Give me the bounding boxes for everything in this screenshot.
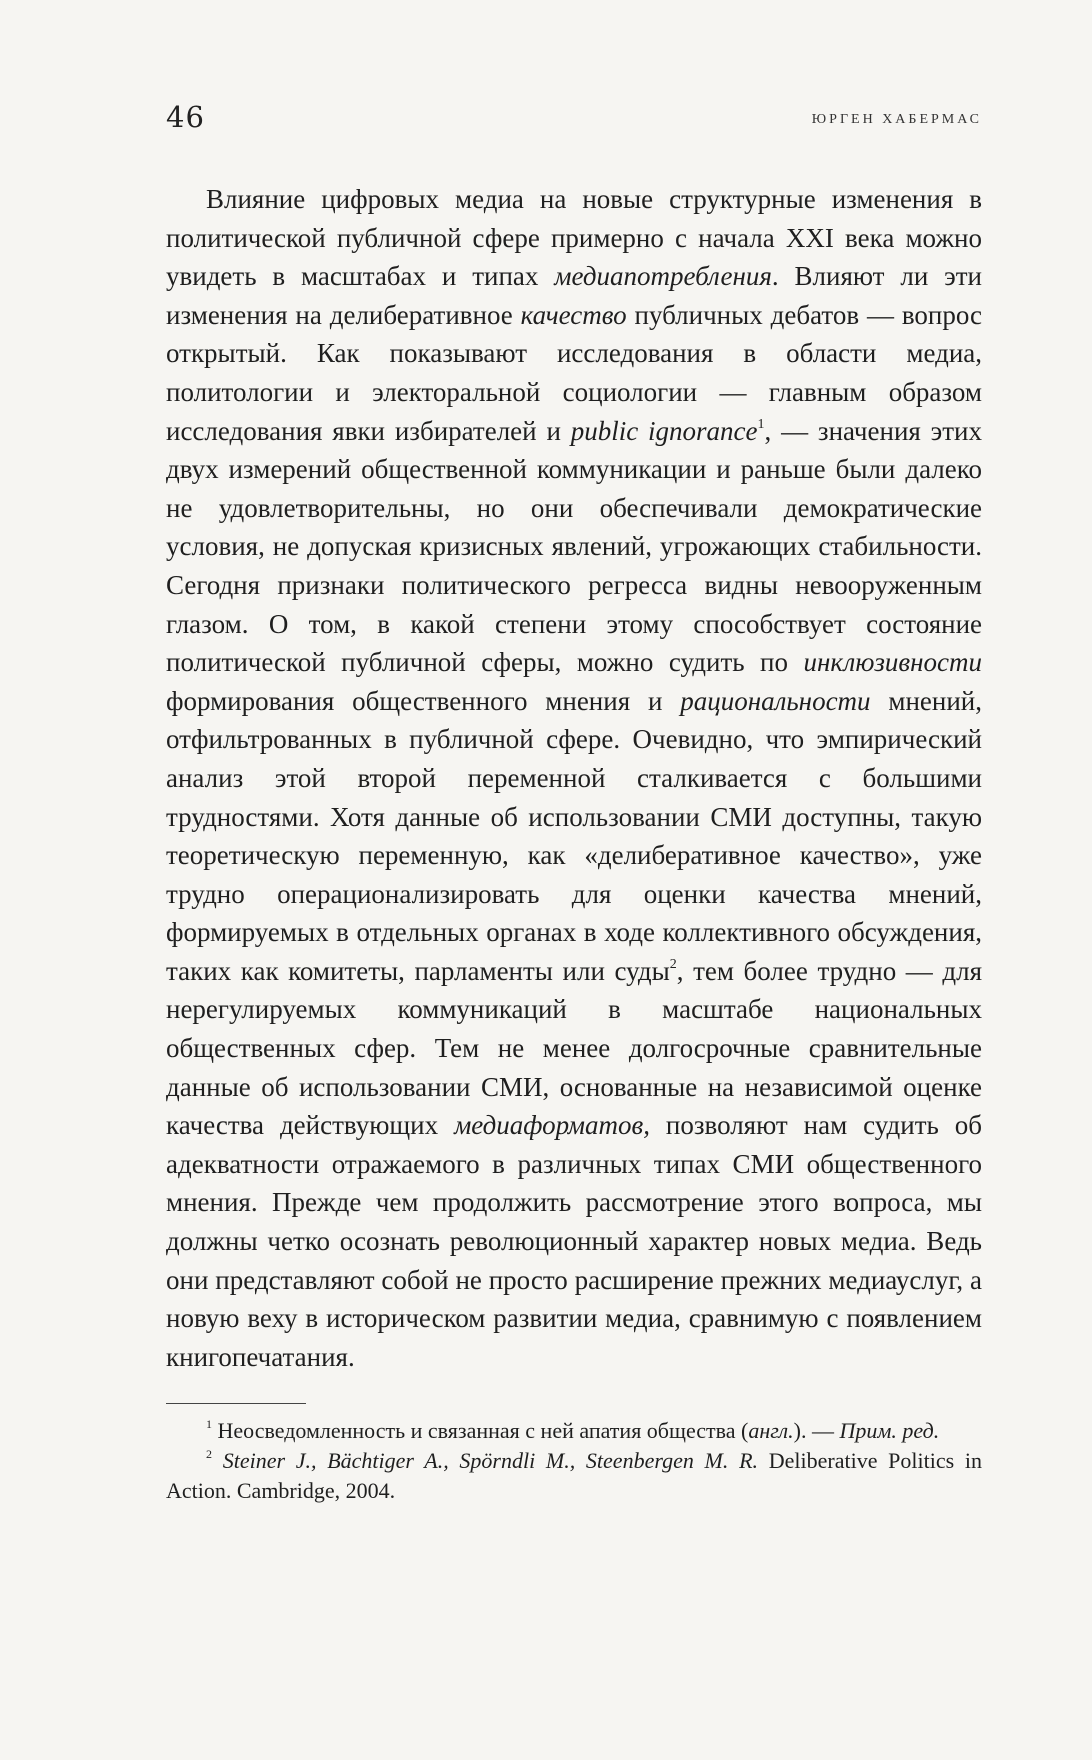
text-segment: . Влияют ли эти изменения на делиберативное bbox=[166, 261, 982, 330]
footnote-authors: Steiner J., Bächtiger A., Spörndli M., Steenbergen M. R. bbox=[212, 1448, 759, 1474]
book-page bbox=[166, 100, 982, 1506]
text-segment: мнений, отфильтрованных в публичной сфере. Очевидно, что эмпирический анализ этой второй переменной сталкивается с большими трудностями. Хотя данные об использовании СМИ доступны, такую теоретическую переменную, как «делиберативное качество», уже трудно операционализировать для оценки качества мнений, формируемых в отдельных органах в ходе коллективного обсуждения, таких как комитеты, парламенты или суды bbox=[166, 685, 982, 986]
footnote-text: ). — bbox=[793, 1418, 840, 1444]
italic-term: инклюзивности bbox=[803, 647, 982, 678]
italic-term: медиаформатов, bbox=[454, 1110, 650, 1141]
text-segment: позволяют нам судить об адекватности отражаемого в различных типах СМИ общественного мнения. Прежде чем продолжить рассмотрение этого вопроса, мы должны четко осознать революционный характер новых медиа. Ведь они представляют собой не просто расширение прежних медиауслуг, а новую веху в историческом развитии медиа, сравнимую с появлением книгопечатания. bbox=[166, 1110, 983, 1372]
footnote-italic: Прим. ред. bbox=[839, 1418, 940, 1444]
text-segment: формирования общественного мнения и bbox=[166, 685, 681, 716]
footnote-text: Неосведомленность и связанная с ней апатия общества ( bbox=[212, 1418, 749, 1444]
text-segment: , тем более трудно — для нерегулируемых коммуникаций в масштабе национальных общественных сфер. Тем не менее долгосрочные сравнительные данные об использовании СМИ, основанные на независимой оценке качества действующих bbox=[166, 955, 982, 1141]
italic-term: медиапотребления bbox=[554, 261, 772, 292]
text-segment: Влияние цифровых медиа на новые структурные изменения в политической публичной сфере примерно с начала XXI века можно увидеть в масштабах и типах bbox=[166, 184, 982, 292]
text-segment: , — значения этих двух измерений общественной коммуникации и раньше были далеко не удовлетворительны, но они обеспечивали демократические условия, не допуская кризисных явлений, угрожающих стабильности. Сегодня признаки политического регресса видны невооруженным глазом. О том, в какой степени этому способствует состояние политической публичной сферы, можно судить по bbox=[166, 415, 982, 678]
italic-term: рациональности bbox=[680, 685, 871, 716]
running-head: ЮРГЕН ХАБЕРМАС bbox=[811, 112, 982, 127]
footnote-italic: англ. bbox=[748, 1418, 794, 1444]
text-segment: публичных дебатов — вопрос открытый. Как показывают исследования в области медиа, политологии и электоральной социологии — главным образом исследования явки избирателей и bbox=[166, 299, 982, 446]
page-header bbox=[166, 100, 982, 140]
footnote-2 bbox=[166, 1446, 982, 1506]
footnote-ref-2[interactable]: 2 bbox=[669, 956, 677, 972]
body-paragraph bbox=[166, 180, 982, 1376]
footnote-ref-1[interactable]: 1 bbox=[757, 416, 765, 432]
footnote-mark: 1 bbox=[206, 1417, 212, 1432]
italic-term: public ignorance bbox=[570, 415, 758, 446]
italic-term: качество bbox=[520, 299, 627, 330]
footnote-text: Deliberative Politics in Action. Cambridge, 2004. bbox=[166, 1448, 982, 1504]
footnote-divider bbox=[166, 1403, 306, 1404]
footnote-1 bbox=[166, 1416, 982, 1446]
footnote-mark: 2 bbox=[206, 1447, 212, 1462]
footnotes bbox=[166, 1416, 982, 1506]
page-number: 46 bbox=[166, 100, 205, 134]
